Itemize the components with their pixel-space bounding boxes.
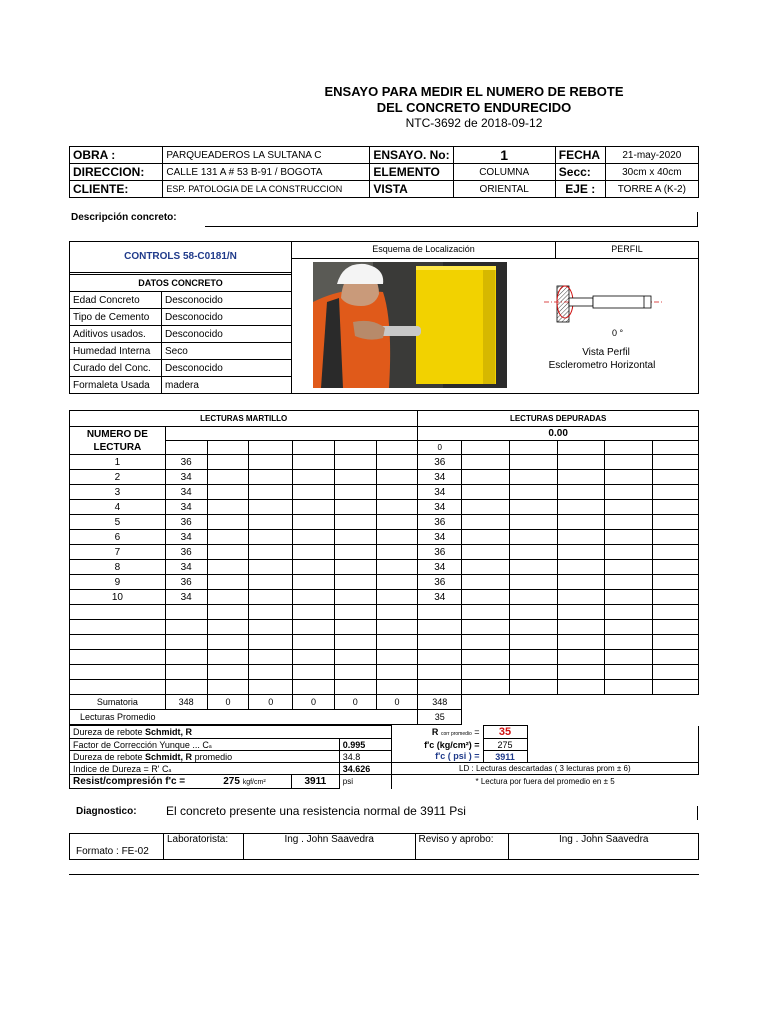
footer-table [69,833,699,860]
depurada-value: 34 [418,485,462,500]
sumatoria-label: Sumatoria [70,695,166,710]
dureza-prom-b: Schmidt, R [145,751,193,762]
ld-note: LD : Lecturas descartadas ( 3 lecturas prom ± 6) [391,763,698,775]
lectura-value: 34 [165,485,207,500]
angle-value: 0 ° [612,328,624,338]
reviso-label: Reviso y aprobo: [415,834,509,860]
diagnostico-line-end [697,806,698,820]
sumatoria-value: 348 [165,695,207,710]
descripcion-line [205,226,697,227]
dato-label: Formaleta Usada [70,377,162,394]
depurada-value: 36 [418,575,462,590]
factor-value: 0.995 [339,739,391,751]
title-line-2: DEL CONCRETO ENDURECIDO [376,100,572,115]
indice-value: 34.626 [339,763,391,775]
factor-sub: a [208,743,212,750]
resist-kg-unit: kgf/cm² [242,779,266,786]
lectura-value: 36 [165,575,207,590]
lectura-num: 2 [70,470,166,485]
secc-label: Secc: [555,164,605,181]
standard-reference: NTC-3692 de 2018-09-12 [405,116,543,130]
descripcion-label: Descripción concreto: [71,212,177,223]
obra-label: OBRA : [70,147,163,164]
depurada-value: 34 [418,470,462,485]
direccion-value: CALLE 131 A # 53 B-91 / BOGOTA [163,164,370,181]
lectura-value: 34 [165,560,207,575]
lecturas-martillo-heading: LECTURAS MARTILLO [70,411,418,427]
diagnostico-text: El concreto presente una resistencia normal de 3911 Psi [166,804,466,818]
dato-value: madera [162,377,292,394]
esquema-label: Esquema de Localización [372,244,475,254]
ensayo-value: 1 [453,147,555,164]
info-table [69,146,699,198]
lecturas-depuradas-heading: LECTURAS DEPURADAS [418,411,699,427]
bottom-rule [69,874,699,875]
depurada-value: 34 [418,530,462,545]
dato-label: Curado del Conc. [70,360,162,377]
dato-value: Desconocido [162,326,292,343]
direccion-label: DIRECCION: [70,164,163,181]
lectura-value: 36 [165,455,207,470]
dato-label: Tipo de Cemento [70,309,162,326]
dureza-label-pre: Dureza de rebote [73,727,146,737]
lectura-value: 36 [165,545,207,560]
header-divider-left [69,272,291,273]
lectura-value: 34 [165,500,207,515]
depuradas-value: 0.00 [418,427,699,441]
fecha-label: FECHA [555,147,605,164]
sumatoria-value: 0 [207,695,249,710]
indice-label: Indice de Dureza = R' C [73,763,169,774]
fc-psi-value: 3911 [483,751,527,763]
vista-label: VISTA [370,181,453,198]
formato-label: Formato : FE-02 [70,834,164,860]
obra-value: PARQUEADEROS LA SULTANA C [163,147,370,164]
cliente-value: ESP. PATOLOGIA DE LA CONSTRUCCION [163,181,370,198]
resist-psi-value: 3911 [291,775,339,789]
lectura-value: 34 [165,590,207,605]
indice-sub: a [168,767,172,774]
depurada-value: 34 [418,560,462,575]
dureza-prom-value: 34.8 [339,751,391,763]
lectura-num: 7 [70,545,166,560]
promedio-value: 35 [418,710,462,725]
dureza-prom-pre: Dureza de rebote [73,751,146,762]
dato-label: Humedad Interna [70,343,162,360]
lecturas-table [69,410,699,725]
eje-value: TORRE A (K-2) [605,181,698,198]
lectura-num: 5 [70,515,166,530]
ensayo-label: ENSAYO. No: [370,147,453,164]
lectura-num: 8 [70,560,166,575]
vista-value: ORIENTAL [453,181,555,198]
depurada-value: 34 [418,500,462,515]
cliente-label: CLIENTE: [70,181,163,198]
laboratorista-value: Ing . John Saavedra [243,834,415,860]
resist-psi-unit: psi [339,775,391,789]
r-label: R [431,727,439,737]
fc-kg-label: f'c (kg/cm²) = [424,739,480,750]
promedio-label: Lecturas Promedio [70,710,418,725]
lectura-note: Lectura por fuera del promedio en ± 5 [480,777,615,787]
depurada-value: 36 [418,455,462,470]
dato-value: Desconocido [162,360,292,377]
depurada-value: 36 [418,545,462,560]
fc-kg-value: 275 [483,739,527,751]
numero-label-1: NUMERO DE [86,428,148,440]
perfil-label: PERFIL [611,244,643,254]
reviso-value: Ing . John Saavedra [509,834,699,860]
lectura-value: 34 [165,530,207,545]
dureza-prom-post: promedio [192,751,233,762]
lectura-num: 9 [70,575,166,590]
esclerometro-label: Esclerometro Horizontal [548,360,656,371]
depuradas-sub: 0 [418,441,462,455]
numero-label-2: LECTURA [93,441,142,453]
sumatoria-value: 0 [249,695,293,710]
dato-value: Seco [162,343,292,360]
datos-concreto-heading: DATOS CONCRETO [70,275,292,292]
resist-label: Resist/compresión f'c = [73,776,186,787]
header-divider-right [291,258,698,259]
dato-value: Desconocido [162,309,292,326]
lectura-num: 3 [70,485,166,500]
resist-kg-value: 275 [223,776,240,787]
r-value: 35 [483,726,527,739]
lectura-note-star: * [475,777,479,787]
depurada-value: 34 [418,590,462,605]
lectura-num: 1 [70,455,166,470]
device-model: CONTROLS 58-C0181/N [124,251,237,262]
lectura-num: 10 [70,590,166,605]
lectura-value: 36 [165,515,207,530]
sumatoria-value: 0 [334,695,376,710]
lectura-num: 6 [70,530,166,545]
title-line-1: ENSAYO PARA MEDIR EL NUMERO DE REBOTE [324,84,624,99]
laboratorista-label: Laboratorista: [163,834,243,860]
dureza-label-b: Schmidt, R [145,727,193,737]
eje-label: EJE : [555,181,605,198]
datos-concreto-table [69,274,292,394]
sumatoria-value: 0 [293,695,335,710]
lectura-value: 34 [165,470,207,485]
lectura-num: 4 [70,500,166,515]
elemento-label: ELEMENTO [370,164,453,181]
diagnostico-label: Diagnostico: [76,806,137,817]
sumatoria-depurada: 348 [418,695,462,710]
secc-value: 30cm x 40cm [605,164,698,181]
r-sub: corr promedio [440,731,472,737]
vista-perfil-label: Vista Perfil [582,347,630,358]
descripcion-line-end [697,212,698,227]
site-photo [313,262,507,388]
factor-label: Factor de Corrección Yunque ... C [73,739,209,750]
elemento-value: COLUMNA [453,164,555,181]
fecha-value: 21-may-2020 [605,147,698,164]
depurada-value: 36 [418,515,462,530]
dato-label: Edad Concreto [70,292,162,309]
results-table: Dureza de rebote Schmidt, R R corr promedio = 35 Factor de Corrección Yunque ... Ca 0.995 f'c (kg/cm²) = 275 Dureza de rebote Schmidt, R promedio 34.8 f'c ( psi ) = 3911 Indice de Dureza = R' Ca 34.626 LD : Lecturas descartadas ( 3 lecturas prom ± 6) Resist/compresión f'c = 275 kgf/cm² 3911 psi * Lectura por fuera del promedio en ± 5 [69,725,699,789]
perfil-divider [555,241,556,258]
fc-psi-label: f'c ( psi ) = [435,751,480,762]
dato-value: Desconocido [162,292,292,309]
dato-label: Aditivos usados. [70,326,162,343]
sumatoria-value: 0 [376,695,418,710]
perfil-diagram [540,284,670,324]
